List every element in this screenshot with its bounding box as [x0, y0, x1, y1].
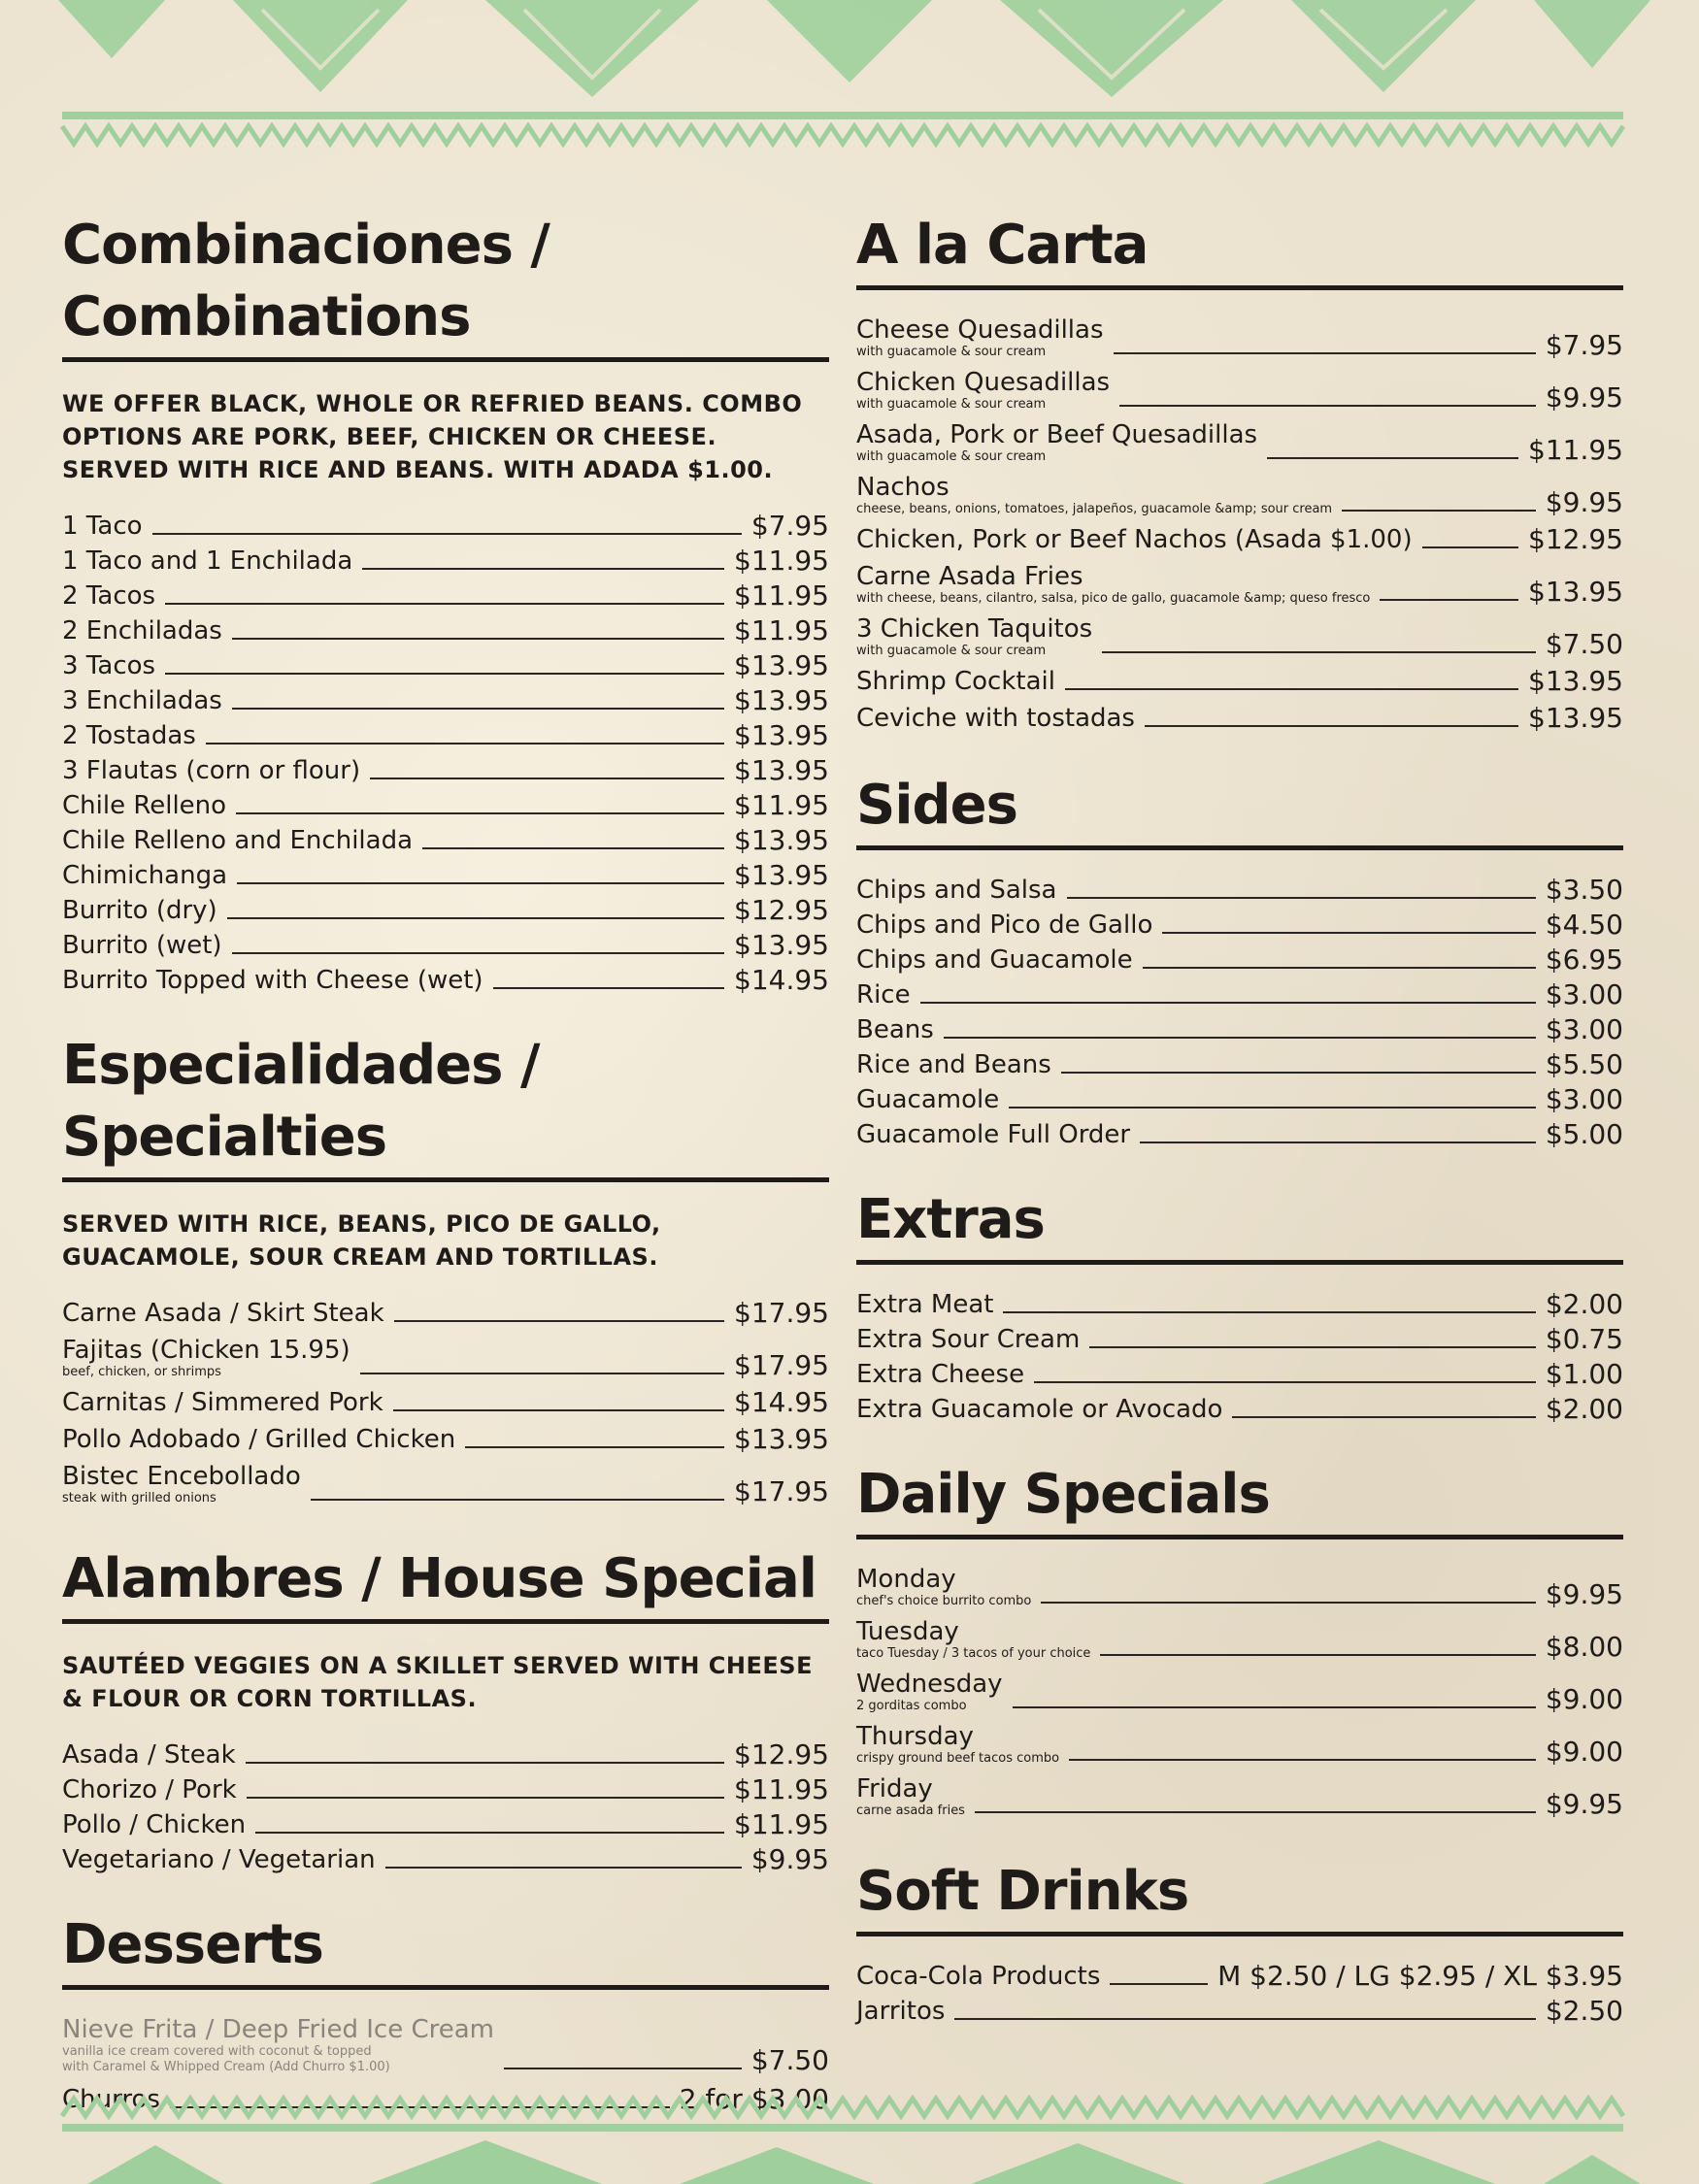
- leader-line: [1009, 1107, 1536, 1109]
- item-name: Chips and Guacamole: [856, 945, 1133, 975]
- menu-item: [856, 910, 1623, 940]
- item-name: Rice and Beans: [856, 1050, 1051, 1079]
- item-price: $11.95: [734, 1808, 829, 1840]
- menu-item: [856, 1015, 1623, 1044]
- menu-item: [62, 1336, 829, 1380]
- item-name: Chile Relleno and Enchilada: [62, 826, 414, 855]
- leader-line: [237, 882, 724, 884]
- menu-item: [856, 1085, 1623, 1114]
- section-title-sides: Sides: [856, 774, 1017, 837]
- item-description: chef's choice burrito combo: [856, 1594, 1032, 1608]
- menu-item: [856, 420, 1623, 465]
- item-price: $11.95: [1528, 434, 1623, 466]
- item-name: Asada, Pork or Beef Quesadillas: [856, 420, 1258, 449]
- item-name: Chimichanga: [62, 861, 228, 890]
- item-name: Tuesday: [856, 1617, 959, 1646]
- leader-line: [232, 952, 724, 954]
- item-price: $9.00: [1545, 1736, 1623, 1768]
- item-name: 2 Enchiladas: [62, 616, 222, 645]
- item-description: crispy ground beef tacos combo: [856, 1751, 1060, 1766]
- menu-item: [62, 756, 829, 785]
- item-text: [856, 473, 1332, 517]
- item-price: $11.95: [734, 545, 829, 577]
- a-la-carta-list: [856, 315, 1623, 733]
- leader-line: [1102, 651, 1536, 653]
- item-text: [62, 1299, 384, 1328]
- leader-line: [493, 987, 724, 989]
- menu-item: [62, 546, 829, 576]
- extras-list: [856, 1290, 1623, 1424]
- item-name: Friday: [856, 1774, 933, 1803]
- specialties-list: [62, 1299, 829, 1506]
- item-description: carne asada fries: [856, 1803, 965, 1818]
- spacer: [62, 1514, 829, 1538]
- item-description: beef, chicken, or shrimps: [62, 1365, 221, 1379]
- item-name: Rice: [856, 980, 911, 1009]
- item-price: $13.95: [734, 719, 829, 751]
- section-rule: [62, 1619, 829, 1624]
- menu-item: [856, 1617, 1623, 1662]
- menu-item: [856, 1050, 1623, 1079]
- item-description: steak with grilled onions: [62, 1491, 217, 1506]
- item-description: taco Tuesday / 3 tacos of your choice: [856, 1646, 1091, 1661]
- menu-item: [856, 945, 1623, 975]
- leader-line: [255, 1832, 724, 1834]
- leader-line: [1100, 1654, 1535, 1656]
- menu-item: [62, 1425, 829, 1454]
- leader-line: [311, 1499, 724, 1501]
- leader-line: [232, 638, 724, 640]
- item-name: Chicken Quesadillas: [856, 368, 1111, 397]
- combinations-list: [62, 512, 829, 995]
- menu-item: [856, 614, 1623, 659]
- item-price: $8.00: [1545, 1631, 1623, 1663]
- specialties-description: SERVED WITH RICE, BEANS, PICO DE GALLO, GUACAMOLE, SOUR CREAM AND TORTILLAS.: [62, 1210, 661, 1271]
- menu-item: [856, 315, 1623, 360]
- item-price: $13.95: [734, 859, 829, 891]
- item-price: $0.75: [1545, 1323, 1623, 1355]
- item-name: Burrito (wet): [62, 931, 222, 960]
- menu-item: [856, 1290, 1623, 1319]
- item-price: $2.00: [1545, 1288, 1623, 1320]
- soft-drinks-list: [856, 1962, 1623, 2026]
- item-name: Cheese Quesadillas: [856, 315, 1104, 345]
- item-name: Coca-Cola Products: [856, 1962, 1101, 1991]
- item-description: with guacamole & sour cream: [856, 397, 1047, 412]
- section-title-a-la-carta: A la Carta: [856, 214, 1149, 277]
- item-name: 3 Chicken Taquitos: [856, 614, 1093, 644]
- item-name: Fajitas (Chicken 15.95): [62, 1336, 350, 1365]
- menu-item: [856, 704, 1623, 733]
- item-price: $11.95: [734, 1773, 829, 1805]
- item-price: $13.95: [1528, 665, 1623, 697]
- leader-line: [1119, 405, 1536, 407]
- item-price: $9.95: [1545, 1578, 1623, 1610]
- item-name: Burrito (dry): [62, 896, 217, 925]
- item-name: Thursday: [856, 1722, 974, 1751]
- leader-line: [385, 1867, 742, 1869]
- menu-item: [62, 512, 829, 541]
- item-text: [856, 667, 1055, 696]
- item-price: $7.50: [1545, 628, 1623, 660]
- section-title-combinations: Combinaciones / Combinations: [62, 214, 550, 348]
- menu-item: [856, 1325, 1623, 1354]
- item-text: [856, 1670, 1003, 1714]
- item-price: $9.00: [1545, 1683, 1623, 1715]
- item-name: Guacamole: [856, 1085, 1000, 1114]
- item-name: Extra Sour Cream: [856, 1325, 1081, 1354]
- item-text: [856, 1722, 1059, 1767]
- item-price: $9.95: [1545, 486, 1623, 518]
- menu-item: [62, 616, 829, 645]
- item-text: [856, 1774, 965, 1819]
- section-rule: [62, 1177, 829, 1182]
- menu-item: [856, 1997, 1623, 2026]
- item-name: Ceviche with tostadas: [856, 704, 1135, 733]
- menu-item: [856, 876, 1623, 905]
- right-column: [856, 204, 1623, 2032]
- item-text: [856, 525, 1413, 554]
- item-text: [856, 1617, 1090, 1662]
- item-price: $13.95: [734, 754, 829, 786]
- item-name: Nachos: [856, 473, 949, 502]
- daily-specials-list: [856, 1565, 1623, 1819]
- left-column: [62, 204, 829, 2120]
- item-name: Carne Asada Fries: [856, 562, 1083, 591]
- sides-list: [856, 876, 1623, 1149]
- menu-item: [856, 1774, 1623, 1819]
- menu-item: [62, 1740, 829, 1770]
- item-name: Bistec Encebollado: [62, 1462, 301, 1491]
- item-description: cheese, beans, onions, tomatoes, jalapeños, guacamole &amp; sour cream: [856, 502, 1333, 516]
- item-price: $13.95: [1528, 576, 1623, 608]
- item-price: $2.50: [1545, 1995, 1623, 2027]
- leader-line: [1089, 1346, 1536, 1348]
- combinations-description: WE OFFER BLACK, WHOLE OR REFRIED BEANS. COMBO OPTIONS ARE PORK, BEEF, CHICKEN OR CHEESE. SERVED WITH RICE AND BEANS. WITH ADADA $1.00.: [62, 390, 803, 483]
- leader-line: [975, 1811, 1536, 1813]
- section-title-desserts: Desserts: [62, 1913, 323, 1976]
- menu-item: [856, 1565, 1623, 1609]
- top-tribal-border: [0, 0, 1699, 165]
- item-name: Chicken, Pork or Beef Nachos (Asada $1.00): [856, 525, 1413, 554]
- item-text: [62, 1425, 455, 1454]
- leader-line: [247, 1797, 724, 1799]
- item-price: $6.95: [1545, 943, 1623, 976]
- leader-line: [1110, 1983, 1208, 1985]
- item-name: Burrito Topped with Cheese (wet): [62, 966, 483, 995]
- menu-item: [856, 1670, 1623, 1714]
- item-name: Wednesday: [856, 1670, 1003, 1699]
- leader-line: [1162, 932, 1535, 934]
- menu-item: [62, 1775, 829, 1804]
- item-name: 1 Taco: [62, 512, 143, 541]
- leader-line: [206, 743, 724, 745]
- item-description: with guacamole & sour cream: [856, 449, 1047, 464]
- section-title-extras: Extras: [856, 1188, 1045, 1251]
- item-price: $3.00: [1545, 1013, 1623, 1045]
- leader-line: [1422, 546, 1518, 548]
- item-text: [856, 315, 1104, 360]
- spacer: [62, 1001, 829, 1024]
- item-text: [62, 1462, 301, 1506]
- item-price: $1.00: [1545, 1358, 1623, 1390]
- leader-line: [1143, 967, 1536, 969]
- item-price: $12.95: [1528, 523, 1623, 555]
- leader-line: [465, 1446, 724, 1448]
- spacer: [856, 1430, 1623, 1453]
- leader-line: [370, 778, 724, 779]
- section-title-specialties: Especialidades / Specialties: [62, 1034, 540, 1169]
- item-text: [62, 1336, 350, 1380]
- item-price: $7.50: [750, 2044, 829, 2076]
- menu-item: [62, 931, 829, 960]
- item-price: $14.95: [734, 964, 829, 996]
- item-name: Carne Asada / Skirt Steak: [62, 1299, 384, 1328]
- leader-line: [920, 1002, 1536, 1004]
- item-text: [856, 614, 1092, 659]
- leader-line: [232, 708, 724, 710]
- leader-line: [236, 812, 724, 814]
- item-description: with guacamole & sour cream: [856, 644, 1047, 658]
- item-price: $4.50: [1545, 909, 1623, 941]
- item-name: Chorizo / Pork: [62, 1775, 237, 1804]
- item-name: 1 Taco and 1 Enchilada: [62, 546, 353, 576]
- item-price: $17.95: [734, 1475, 829, 1507]
- item-price: $12.95: [734, 1738, 829, 1770]
- leader-line: [1267, 457, 1518, 459]
- menu-item: [62, 1845, 829, 1874]
- item-description: with cheese, beans, cilantro, salsa, pico de gallo, guacamole &amp; queso fresco: [856, 591, 1371, 606]
- leader-line: [165, 673, 724, 675]
- item-price: $14.95: [734, 1386, 829, 1418]
- item-price: $7.95: [1545, 329, 1623, 361]
- item-price: $17.95: [734, 1349, 829, 1381]
- leader-line: [393, 1409, 724, 1411]
- item-price: $9.95: [1545, 1788, 1623, 1820]
- menu-item: [62, 721, 829, 750]
- item-text: [856, 704, 1135, 733]
- item-text: [856, 420, 1257, 465]
- leader-line: [1232, 1416, 1535, 1418]
- section-rule: [856, 285, 1623, 290]
- item-price: $9.95: [750, 1843, 829, 1875]
- item-name: Chips and Salsa: [856, 876, 1057, 905]
- spacer: [856, 741, 1623, 764]
- menu-item: [62, 2015, 829, 2075]
- item-price: $11.95: [734, 789, 829, 821]
- item-text: [856, 562, 1370, 607]
- menu-item: [856, 1962, 1623, 1991]
- section-rule: [856, 1260, 1623, 1265]
- item-name: Shrimp Cocktail: [856, 667, 1055, 696]
- menu-item: [62, 966, 829, 995]
- item-text: [62, 1388, 383, 1417]
- leader-line: [944, 1037, 1536, 1039]
- bottom-tribal-border: [0, 2083, 1699, 2184]
- item-price: $9.95: [1545, 381, 1623, 414]
- section-rule: [856, 845, 1623, 850]
- item-name: Asada / Steak: [62, 1740, 236, 1770]
- alambres-list: [62, 1740, 829, 1874]
- item-text: [856, 368, 1110, 413]
- leader-line: [1069, 1759, 1536, 1761]
- item-name: Extra Meat: [856, 1290, 994, 1319]
- item-name: 3 Tacos: [62, 651, 156, 680]
- item-description: with guacamole & sour cream: [856, 345, 1047, 359]
- leader-line: [1145, 725, 1518, 727]
- item-price: M $2.50 / LG $2.95 / XL $3.95: [1217, 1960, 1623, 1992]
- item-name: Carnitas / Simmered Pork: [62, 1388, 383, 1417]
- leader-line: [1380, 599, 1518, 601]
- menu-item: [62, 1810, 829, 1839]
- menu-item: [62, 581, 829, 611]
- leader-line: [1041, 1602, 1535, 1604]
- section-title-daily-specials: Daily Specials: [856, 1463, 1270, 1526]
- item-price: $3.00: [1545, 978, 1623, 1010]
- item-price: $5.50: [1545, 1048, 1623, 1080]
- item-text: [856, 1565, 1031, 1609]
- item-price: $5.00: [1545, 1118, 1623, 1150]
- menu-item: [62, 1299, 829, 1328]
- menu-item: [62, 826, 829, 855]
- item-name: Extra Guacamole or Avocado: [856, 1395, 1223, 1424]
- leader-line: [362, 568, 724, 570]
- item-name: Jarritos: [856, 1997, 946, 2026]
- alambres-description: SAUTÉED VEGGIES ON A SKILLET SERVED WITH CHEESE & FLOUR OR CORN TORTILLAS.: [62, 1652, 813, 1712]
- item-name: Churros: [62, 2085, 160, 2114]
- spacer: [62, 1880, 829, 1903]
- menu-item: [62, 651, 829, 680]
- item-name: Beans: [856, 1015, 934, 1044]
- item-name: Pollo Adobado / Grilled Chicken: [62, 1425, 456, 1454]
- menu-item: [856, 1395, 1623, 1424]
- menu-item: [62, 1462, 829, 1506]
- section-rule: [62, 357, 829, 362]
- menu-item: [856, 1120, 1623, 1149]
- leader-line: [227, 917, 724, 919]
- item-name: 2 Tacos: [62, 581, 156, 611]
- leader-line: [360, 1373, 724, 1374]
- menu-item: [62, 861, 829, 890]
- menu-item: [62, 896, 829, 925]
- menu-item: [856, 562, 1623, 607]
- item-name: Extra Cheese: [856, 1360, 1025, 1389]
- item-price: $11.95: [734, 614, 829, 646]
- menu-item: [856, 667, 1623, 696]
- leader-line: [394, 1320, 724, 1322]
- spacer: [856, 1155, 1623, 1178]
- leader-line: [1061, 1072, 1536, 1074]
- section-title-soft-drinks: Soft Drinks: [856, 1860, 1189, 1923]
- item-name: 3 Flautas (corn or flour): [62, 756, 361, 785]
- item-name: Chile Relleno: [62, 791, 227, 820]
- item-description: vanilla ice cream covered with coconut & topped: [62, 2044, 372, 2059]
- leader-line: [152, 533, 742, 535]
- leader-line: [165, 603, 724, 605]
- item-price: $17.95: [734, 1297, 829, 1329]
- menu-item: [856, 525, 1623, 554]
- item-price: $13.95: [734, 649, 829, 681]
- leader-line: [1003, 1311, 1535, 1313]
- item-price: $13.95: [734, 684, 829, 716]
- menu-item: [62, 1388, 829, 1417]
- section-title-alambres: Alambres / House Special: [62, 1547, 816, 1610]
- item-price: $7.95: [750, 510, 829, 542]
- menu-item: [62, 686, 829, 715]
- item-description: with Caramel & Whipped Cream (Add Churro $1.00): [62, 2060, 390, 2074]
- item-price: $13.95: [734, 824, 829, 856]
- leader-line: [1140, 1142, 1536, 1143]
- item-price: 2 for $3.00: [679, 2083, 829, 2115]
- item-name: Monday: [856, 1565, 956, 1594]
- leader-line: [1067, 897, 1536, 899]
- leader-line: [422, 847, 724, 849]
- section-rule: [62, 1985, 829, 1990]
- section-rule: [856, 1535, 1623, 1539]
- leader-line: [1114, 352, 1536, 354]
- leader-line: [1013, 1706, 1536, 1708]
- spacer: [856, 1827, 1623, 1850]
- item-name: Guacamole Full Order: [856, 1120, 1131, 1149]
- leader-line: [1342, 510, 1536, 512]
- item-name: Pollo / Chicken: [62, 1810, 247, 1839]
- leader-line: [954, 2018, 1535, 2020]
- item-price: $3.50: [1545, 874, 1623, 906]
- menu-item: [856, 980, 1623, 1009]
- menu-item: [856, 1360, 1623, 1389]
- menu-item: [856, 473, 1623, 517]
- leader-line: [246, 1762, 724, 1764]
- item-name: 3 Enchiladas: [62, 686, 222, 715]
- item-price: $13.95: [1528, 702, 1623, 734]
- menu-item: [62, 791, 829, 820]
- item-price: $12.95: [734, 894, 829, 926]
- section-rule: [856, 1932, 1623, 1936]
- item-price: $13.95: [734, 1423, 829, 1455]
- menu-item: [856, 1722, 1623, 1767]
- item-price: $11.95: [734, 579, 829, 612]
- leader-line: [1065, 688, 1518, 690]
- item-price: $2.00: [1545, 1393, 1623, 1425]
- item-description: 2 gorditas combo: [856, 1699, 967, 1713]
- item-price: $3.00: [1545, 1083, 1623, 1115]
- item-name: 2 Tostadas: [62, 721, 196, 750]
- leader-line: [1034, 1381, 1536, 1383]
- menu-item: [856, 368, 1623, 413]
- item-name: Nieve Frita / Deep Fried Ice Cream: [62, 2015, 494, 2044]
- leader-line: [504, 2068, 742, 2069]
- item-price: $13.95: [734, 929, 829, 961]
- item-name: Chips and Pico de Gallo: [856, 910, 1153, 940]
- item-name: Vegetariano / Vegetarian: [62, 1845, 376, 1874]
